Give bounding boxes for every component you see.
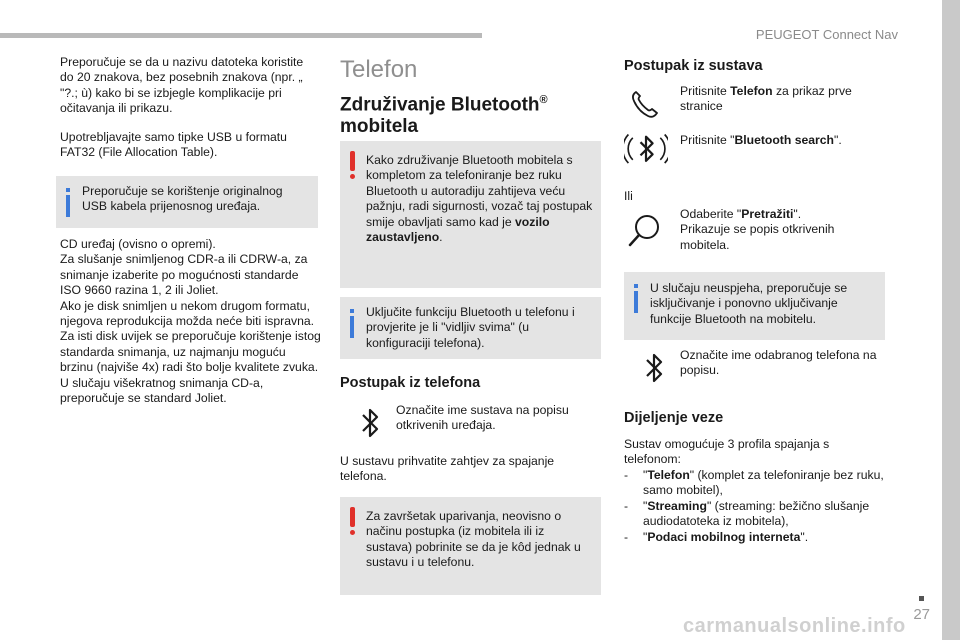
info-icon bbox=[66, 188, 70, 217]
info-icon bbox=[350, 309, 354, 338]
warning-text: Za završetak uparivanja, neovisno o načinu postupka (iz mobitela ili iz sustava) pobrinite se da je kôd jednak u sustavu i u telefonu. bbox=[366, 509, 581, 570]
sharing-intro: Sustav omogućuje 3 profila spajanja s telefonom: bbox=[624, 437, 830, 467]
list-text-bold: Podaci mobilnog interneta bbox=[647, 529, 801, 544]
step-press-phone bbox=[624, 84, 894, 124]
list-item bbox=[624, 530, 889, 545]
info-box-failure bbox=[624, 272, 885, 340]
list-text-bold: Streaming bbox=[647, 498, 707, 513]
accept-paragraph: U sustavu prihvatite zahtjev za spajanje telefona. bbox=[340, 454, 555, 484]
info-box-usb-cable bbox=[56, 176, 318, 228]
profile-list bbox=[624, 468, 889, 545]
pairing-heading-line2: mobitela bbox=[340, 116, 419, 138]
warning-text-end: . bbox=[439, 230, 443, 245]
list-text-post: ". bbox=[800, 529, 809, 544]
step-text bbox=[680, 84, 880, 115]
list-text-post: " (streaming: bežično slušanje audiodatoteka iz mobitela), bbox=[643, 498, 870, 529]
warning-text bbox=[366, 153, 593, 245]
header-rule bbox=[0, 33, 482, 38]
registered-mark: ® bbox=[539, 94, 548, 106]
warning-icon bbox=[350, 507, 356, 535]
warning-box-code bbox=[340, 497, 601, 595]
info-text: Uključite funkciju Bluetooth u telefonu i provjerite je li "vidljiv svima" (u konfiguraciji telefona). bbox=[366, 305, 575, 350]
page-number: 27 bbox=[913, 606, 930, 623]
list-text bbox=[643, 468, 889, 499]
step-select-phone bbox=[624, 348, 894, 388]
info-icon bbox=[634, 284, 638, 313]
section-title: Telefon bbox=[340, 56, 418, 83]
list-text-bold: Telefon bbox=[647, 468, 690, 482]
phone-handset-icon bbox=[624, 84, 664, 124]
step-text-line2: Prikazuje se popis otkrivenih mobitela. bbox=[680, 222, 835, 252]
warning-text-main: Kako združivanje Bluetooth mobitela s kompletom za telefoniranje bez ruku Bluetooth u autoradiju zahtijeva veću pažnju, radi sigurnosti, vozač taj postupak smije obavljati samo kad je bbox=[366, 153, 593, 229]
step-text-pre: Pritisnite " bbox=[680, 133, 735, 147]
info-box-bluetooth-visible bbox=[340, 297, 601, 359]
list-text-post: " (komplet za telefoniranje bez ruku, samo mobitel), bbox=[643, 468, 884, 498]
info-text: Preporučuje se korištenje originalnog USB kabela prijenosnog uređaja. bbox=[82, 184, 283, 214]
step-text-post: ". bbox=[793, 207, 802, 221]
filename-paragraph: Preporučuje se da u nazivu datoteka koristite do 20 znakova, bez posebnih znakova (npr. „ "?.; ù) kako bi se izbjegle komplikacije pri očitavanja ili prikazu. bbox=[60, 55, 304, 116]
bluetooth-icon bbox=[350, 403, 390, 443]
step-text-bold: Bluetooth search bbox=[734, 133, 835, 147]
step-text-pre: Odaberite " bbox=[680, 207, 742, 221]
sharing-heading: Dijeljenje veze bbox=[624, 410, 724, 426]
system-procedure-heading: Postupak iz sustava bbox=[624, 58, 763, 74]
warning-box-pairing bbox=[340, 141, 601, 288]
list-text-pre: " bbox=[643, 529, 648, 544]
step-text-bold: Pretražiti bbox=[741, 207, 794, 221]
list-dash: - bbox=[624, 468, 629, 482]
step-text-post: za prikaz prve stranice bbox=[680, 84, 852, 114]
pairing-heading-text: Združivanje Bluetooth bbox=[340, 94, 540, 116]
brand-label: PEUGEOT Connect Nav bbox=[755, 27, 898, 42]
step-text: Označite ime odabranog telefona na popisu. bbox=[680, 348, 877, 378]
phone-procedure-heading: Postupak iz telefona bbox=[340, 375, 481, 391]
list-text-pre: " bbox=[643, 498, 648, 513]
step-text-pre: Pritisnite bbox=[680, 84, 731, 98]
continuation-marker bbox=[919, 596, 924, 601]
info-text: U slučaju neuspjeha, preporučuje se isključivanje i ponovno uključivanje funkcije Bluetooth na mobitelu. bbox=[650, 281, 848, 326]
list-text bbox=[643, 530, 808, 545]
side-strip bbox=[942, 0, 960, 640]
list-text-pre: " bbox=[643, 468, 648, 482]
list-text bbox=[643, 499, 889, 530]
step-search bbox=[624, 207, 894, 257]
list-dash: - bbox=[624, 498, 629, 513]
cd-paragraph: CD uređaj (ovisno o opremi). Za slušanje snimljenog CDR-a ili CDRW-a, za snimanje izaberite po mogućnosti standarde ISO 9660 razina 1, 2 ili Joliet. Ako je disk snimljen u nekom drugom formatu, njegova reprodukcija možda neće biti ispravna. Za isti disk uvijek se preporučuje korištenje istog standarda snimanja, uz najmanju moguću brzinu (najviše 4x) radi što bolje kvalitete zvuka. U slučaju višekratnog snimanja CD-a, preporučuje se standard Joliet. bbox=[60, 237, 321, 406]
bluetooth-search-icon bbox=[624, 129, 668, 173]
step-phone-select bbox=[340, 403, 600, 443]
step-text-post: ". bbox=[834, 133, 842, 147]
warning-icon bbox=[350, 151, 356, 179]
list-item bbox=[624, 499, 889, 530]
bluetooth-icon bbox=[634, 348, 674, 388]
watermark: carmanualsonline.info bbox=[683, 615, 906, 637]
list-dash: - bbox=[624, 529, 629, 544]
step-text bbox=[680, 207, 880, 253]
magnifier-icon bbox=[624, 211, 664, 251]
step-text: Označite ime sustava na popisu otkrivenih uređaja. bbox=[396, 403, 569, 433]
warning-text-bold: vozilo zaustavljeno bbox=[366, 214, 550, 245]
pairing-heading bbox=[340, 89, 590, 138]
step-bluetooth-search bbox=[624, 131, 894, 181]
list-item bbox=[624, 468, 889, 499]
usb-format-paragraph: Upotrebljavajte samo tipke USB u formatu FAT32 (File Allocation Table). bbox=[60, 130, 287, 160]
step-text-bold: Telefon bbox=[730, 84, 773, 98]
step-text bbox=[680, 133, 880, 148]
or-label: Ili bbox=[624, 189, 633, 203]
